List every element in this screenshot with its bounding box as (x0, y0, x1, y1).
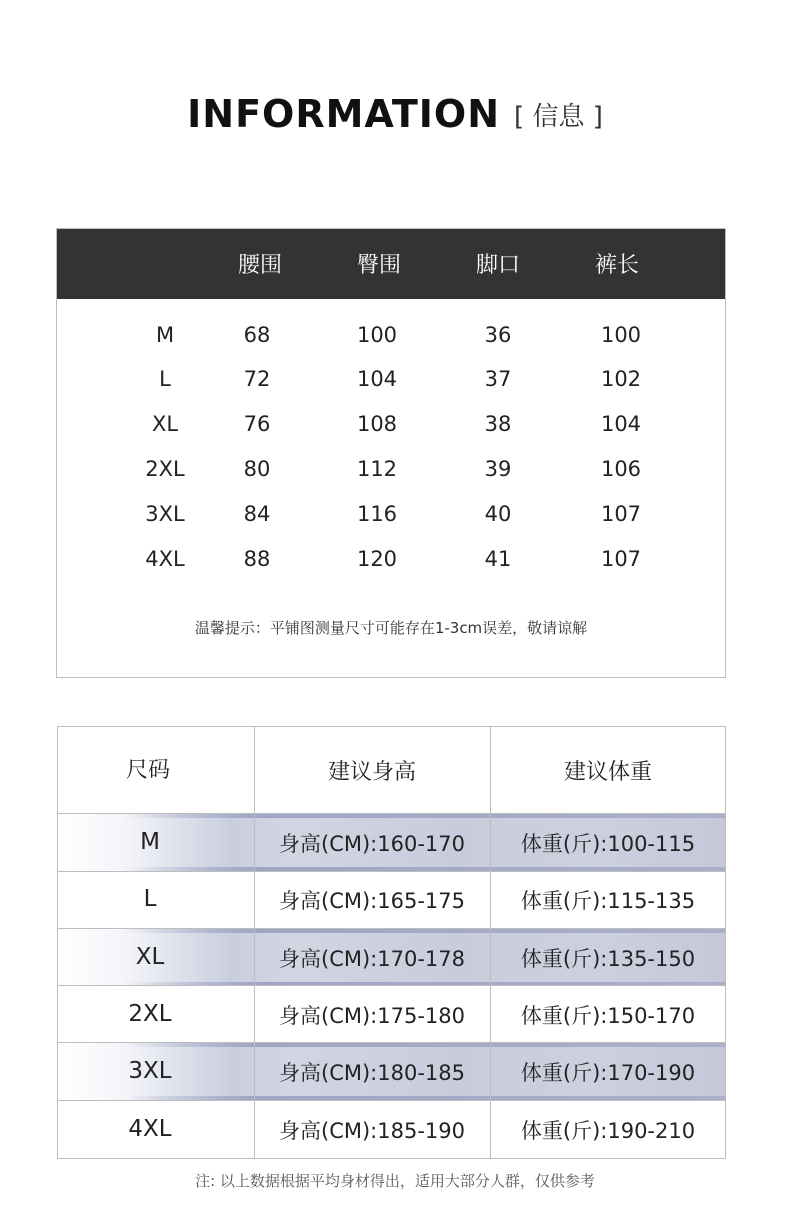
table-row (58, 814, 725, 871)
row-hip: 108 (356, 412, 398, 436)
row-hip: 120 (356, 547, 398, 571)
table-row (58, 1101, 725, 1158)
table-row (57, 494, 725, 534)
header-height: 建议身高 (327, 760, 416, 785)
row-waist: 80 (243, 457, 271, 481)
row-size: 4XL (128, 1116, 172, 1142)
measurement-table (56, 228, 726, 678)
table-row (57, 539, 725, 579)
measurement-table-header (57, 229, 725, 299)
row-length: 102 (600, 367, 642, 391)
row-leg-opening: 40 (484, 502, 512, 526)
title-chinese: [ 信息 ] (514, 101, 603, 132)
row-height: 身高(CM):180-185 (279, 1061, 465, 1085)
table-row (58, 929, 725, 986)
row-weight: 体重(斤):170-190 (520, 1061, 696, 1085)
row-waist: 68 (243, 323, 271, 347)
row-length: 106 (600, 457, 642, 481)
header-weight: 建议体重 (563, 760, 652, 785)
row-weight: 体重(斤):135-150 (520, 947, 696, 971)
header-pants-length: 裤长 (594, 253, 639, 278)
row-leg-opening: 36 (484, 323, 512, 347)
row-length: 104 (600, 412, 642, 436)
row-leg-opening: 38 (484, 412, 512, 436)
row-height: 身高(CM):165-175 (279, 889, 465, 913)
row-waist: 72 (243, 367, 271, 391)
header-hip: 臀围 (356, 253, 401, 278)
row-hip: 116 (356, 502, 398, 526)
row-height: 身高(CM):160-170 (279, 832, 465, 856)
row-leg-opening: 37 (484, 367, 512, 391)
row-size: M (155, 323, 175, 347)
table-row (57, 359, 725, 399)
table-row (58, 871, 725, 928)
row-size: 2XL (145, 457, 185, 481)
table-row (57, 404, 725, 444)
row-size: L (159, 367, 171, 391)
table-row (58, 1043, 725, 1100)
size-recommendation-table (57, 726, 726, 1159)
header-leg-opening: 脚口 (475, 253, 520, 278)
row-weight: 体重(斤):190-210 (520, 1119, 696, 1143)
recommendation-note: 注: 以上数据根据平均身材得出，适用大部分人群，仅供参考 (195, 1172, 595, 1190)
table-row (57, 449, 725, 489)
measurement-note: 温馨提示：平铺图测量尺寸可能存在1-3cm误差，敬请谅解 (194, 619, 588, 637)
row-length: 107 (600, 502, 642, 526)
row-size: XL (151, 412, 179, 436)
header-waist: 腰围 (237, 253, 282, 278)
header-size: 尺码 (125, 758, 170, 783)
row-size: M (140, 829, 160, 855)
row-height: 身高(CM):170-178 (279, 947, 465, 971)
row-hip: 104 (356, 367, 398, 391)
page-title (0, 92, 790, 136)
table-row (57, 315, 725, 355)
table-row (58, 986, 725, 1043)
row-weight: 体重(斤):150-170 (520, 1004, 696, 1028)
row-hip: 100 (356, 323, 398, 347)
title-english: INFORMATION (187, 92, 501, 136)
row-hip: 112 (356, 457, 398, 481)
row-size: 3XL (145, 502, 185, 526)
row-size: 4XL (145, 547, 185, 571)
row-height: 身高(CM):175-180 (279, 1004, 465, 1028)
row-leg-opening: 39 (484, 457, 512, 481)
row-waist: 76 (243, 412, 271, 436)
row-weight: 体重(斤):115-135 (520, 889, 696, 913)
row-size: L (143, 886, 157, 912)
row-length: 107 (600, 547, 642, 571)
row-waist: 84 (243, 502, 271, 526)
row-weight: 体重(斤):100-115 (520, 832, 696, 856)
row-leg-opening: 41 (484, 547, 512, 571)
row-height: 身高(CM):185-190 (279, 1119, 465, 1143)
row-size: 2XL (128, 1001, 172, 1027)
row-length: 100 (600, 323, 642, 347)
row-size: XL (135, 944, 165, 970)
row-waist: 88 (243, 547, 271, 571)
row-size: 3XL (128, 1058, 172, 1084)
